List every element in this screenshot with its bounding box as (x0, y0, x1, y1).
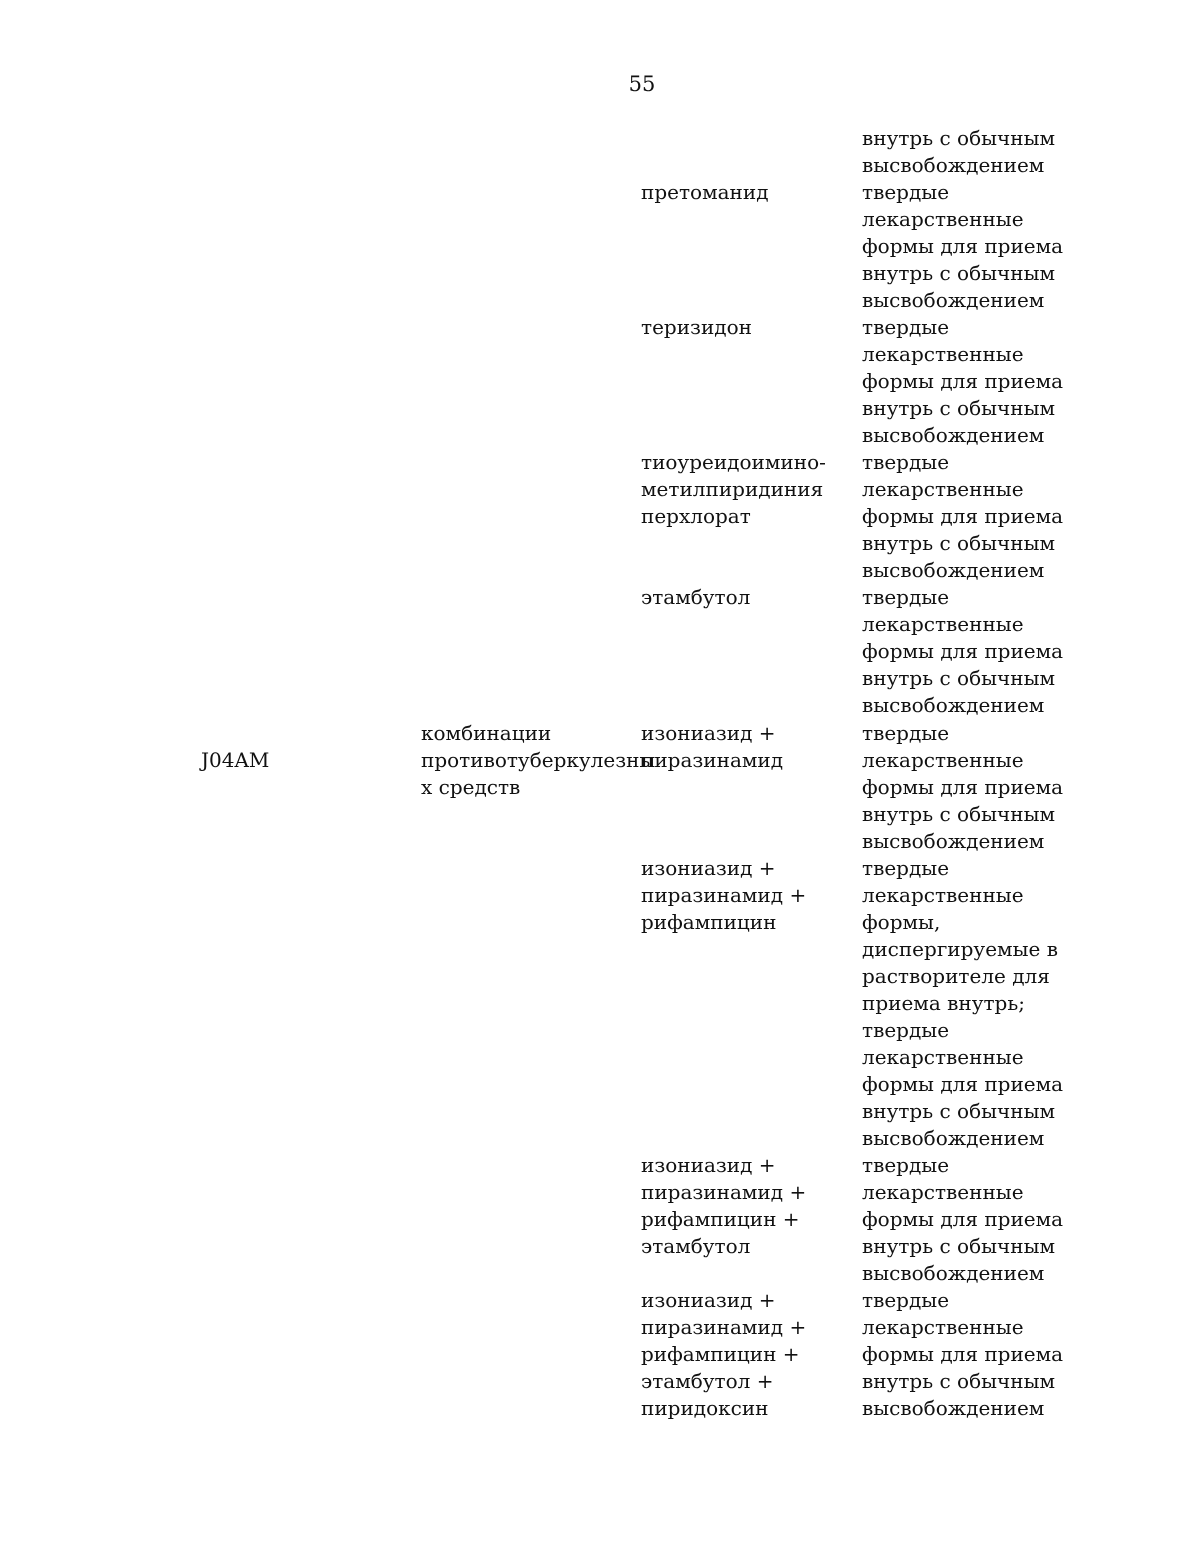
drug-name: изониазид + пиразинамид + рифампицин + этамбутол + пиридоксин (641, 1288, 807, 1420)
dosage-form: твердые лекарственные формы для приема внутрь с обычным высвобождением (862, 585, 1064, 717)
atc-group-name: комбинации противотуберкулезны х средств (421, 721, 656, 799)
drug-name: тиоуреидоимино- метилпиридиния перхлорат (641, 450, 826, 528)
dosage-form: твердые лекарственные формы для приема внутрь с обычным высвобождением (862, 315, 1064, 447)
drug-name: теризидон (641, 315, 752, 339)
dosage-form: твердые лекарственные формы для приема внутрь с обычным высвобождением (862, 1288, 1064, 1420)
dosage-form: твердые лекарственные формы для приема внутрь с обычным высвобождением (862, 1153, 1064, 1285)
drug-name: претоманид (641, 180, 769, 204)
dosage-form: твердые лекарственные формы для приема внутрь с обычным высвобождением (862, 450, 1064, 582)
drug-name: изониазид + пиразинамид + рифампицин + этамбутол (641, 1153, 807, 1258)
drug-name: изониазид + пиразинамид (641, 721, 784, 772)
form-continuation: внутрь с обычным высвобождением (862, 126, 1056, 177)
atc-code: J04AM (201, 748, 270, 772)
page-number: 55 (628, 72, 656, 96)
dosage-form: твердые лекарственные формы, диспергируемые в растворителе для приема внутрь; твердые лекарственные формы для приема внутрь с обычным высвобождением (862, 856, 1064, 1150)
drug-name: изониазид + пиразинамид + рифампицин (641, 856, 807, 934)
dosage-form: твердые лекарственные формы для приема внутрь с обычным высвобождением (862, 721, 1064, 853)
drug-name: этамбутол (641, 585, 751, 609)
dosage-form: твердые лекарственные формы для приема внутрь с обычным высвобождением (862, 180, 1064, 312)
